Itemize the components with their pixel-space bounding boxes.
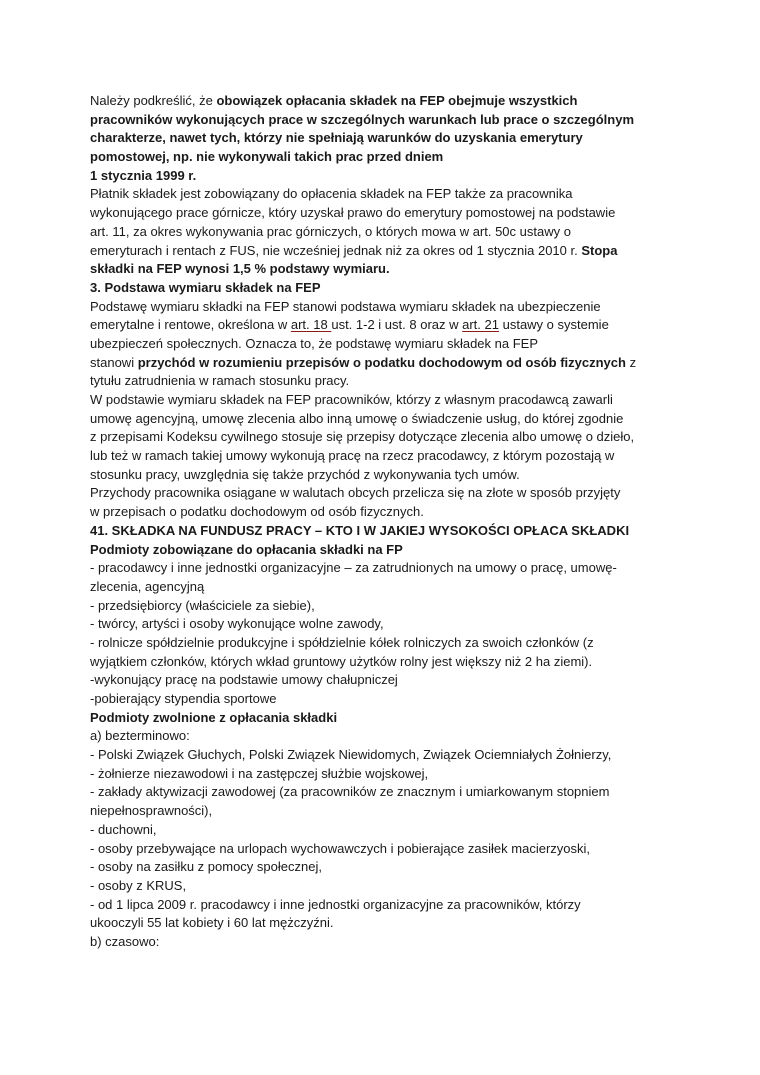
body-text: Należy podkreślić, że (90, 93, 217, 108)
text-line (90, 298, 680, 317)
text-line (90, 391, 680, 410)
text-line (90, 204, 680, 223)
bold-text: 41. SKŁADKA NA FUNDUSZ PRACY – KTO I W JAKIEJ WYSOKOŚCI OPŁACA SKŁADKI (90, 522, 630, 538)
text-line (90, 522, 680, 541)
article-link[interactable]: art. 18 (290, 317, 332, 333)
bold-text: Podmioty zobowiązane do opłacania składki na FP (90, 541, 403, 557)
text-line (90, 783, 680, 802)
text-line (90, 896, 680, 915)
body-text: z (625, 354, 637, 370)
body-text: - osoby na zasiłku z pomocy społecznej, (90, 859, 322, 875)
text-line (90, 559, 680, 578)
body-text: W podstawie wymiaru składek na FEP pracowników, którzy z własnym pracodawcą zawarli (90, 392, 613, 407)
body-text: niepełnosprawności), (90, 803, 213, 819)
body-text: - zakłady aktywizacji zawodowej (za pracowników ze znacznym i umiarkowanym stopniem (90, 784, 610, 800)
body-text: emeryturach i rentach z FUS, nie wcześniej jednak niż za okres od 1 stycznia 2010 r. (90, 242, 582, 258)
text-line (90, 634, 680, 653)
body-text: w przepisach o podatku dochodowym od osób fizycznych. (90, 504, 424, 520)
body-text: - pracodawcy i inne jednostki organizacyjne – za zatrudnionych na umowy o pracę, umowę- (90, 560, 617, 576)
text-line (90, 653, 680, 672)
bold-text: pomostowej, np. nie wykonywali takich prac przed dniem (90, 149, 444, 165)
body-text: -wykonujący pracę na podstawie umowy chałupniczej (90, 672, 398, 688)
text-line (90, 840, 680, 859)
text-line (90, 484, 680, 503)
text-line (90, 933, 680, 952)
text-line (90, 447, 680, 466)
body-text: a) bezterminowo: (90, 728, 190, 744)
text-line (90, 709, 680, 728)
bold-text: Stopa (581, 242, 618, 258)
body-text: - twórcy, artyści i osoby wykonujące wolne zawody, (90, 616, 384, 632)
body-text: zlecenia, agencyjną (90, 578, 205, 594)
text-line (90, 802, 680, 821)
text-line (90, 148, 680, 167)
bold-text: 3. Podstawa wymiaru składek na FEP (90, 279, 321, 295)
text-line (90, 372, 680, 391)
text-line (90, 92, 680, 111)
text-line (90, 877, 680, 896)
text-line (90, 185, 680, 204)
text-line (90, 242, 680, 261)
body-text: lub też w ramach takiej umowy wykonują pracę na rzecz pracodawcy, z którym pozostają w (90, 448, 615, 464)
body-text: - rolnicze spółdzielnie produkcyjne i spółdzielnie kółek rolniczych za swoich członków (z (90, 634, 594, 650)
text-line (90, 129, 680, 148)
body-text: b) czasowo: (90, 933, 160, 949)
text-line (90, 503, 680, 522)
text-line (90, 671, 680, 690)
text-line (90, 914, 680, 933)
text-line (90, 354, 680, 373)
body-text: Przychody pracownika osiągane w walutach obcych przelicza się na złote w sposób przyjęty (90, 485, 621, 501)
text-line (90, 167, 680, 186)
bold-text: 1 stycznia 1999 r. (90, 167, 197, 183)
text-line (90, 578, 680, 597)
body-text: - duchowni, (90, 821, 157, 837)
body-text: emerytalne i rentowe, określona w (90, 317, 291, 333)
document-page (90, 92, 680, 952)
text-line (90, 541, 680, 560)
text-line (90, 615, 680, 634)
body-text: ubezpieczeń społecznych. Oznacza to, że podstawę wymiaru składek na FEP (90, 335, 539, 351)
text-line (90, 335, 680, 354)
body-text: Płatnik składek jest zobowiązany do opłacenia składek na FEP także za pracownika (90, 186, 573, 202)
bold-text: obowiązek opłacania składek na FEP obejmuje wszystkich (216, 93, 578, 108)
text-line (90, 765, 680, 784)
text-line (90, 858, 680, 877)
body-text: -pobierający stypendia sportowe (90, 691, 277, 706)
bold-text: pracowników wykonujących prace w szczególnych warunkach lub prace o szczególnym (90, 111, 635, 127)
body-text: tytułu zatrudnienia w ramach stosunku pracy. (90, 373, 350, 389)
text-line (90, 727, 680, 746)
body-text: stanowi (90, 354, 138, 370)
text-line (90, 821, 680, 840)
article-link[interactable]: art. 21 (462, 317, 499, 333)
text-line (90, 466, 680, 485)
body-text: - przedsiębiorcy (właściciele za siebie), (90, 597, 315, 613)
text-line (90, 410, 680, 429)
text-line (90, 690, 680, 709)
body-text: Podstawę wymiaru składki na FEP stanowi podstawa wymiaru składek na ubezpieczenie (90, 298, 601, 314)
text-line (90, 597, 680, 616)
body-text: wykonującego prace górnicze, który uzyskał prawo do emerytury pomostowej na podstawie (90, 205, 616, 221)
bold-text: składki na FEP wynosi 1,5 % podstawy wymiaru. (90, 261, 390, 277)
text-line (90, 316, 680, 335)
body-text: - od 1 lipca 2009 r. pracodawcy i inne jednostki organizacyjne za pracowników, którzy (90, 896, 581, 912)
body-text: wyjątkiem członków, których wkład gruntowy użytków rolny jest większy niż 2 ha ziemi). (90, 653, 593, 669)
text-line (90, 428, 680, 447)
text-line (90, 260, 680, 279)
body-text: umowę agencyjną, umowę zlecenia albo inną umowę o świadczenie usług, do której zgodnie (90, 410, 624, 426)
body-text: - Polski Związek Głuchych, Polski Związek Niewidomych, Związek Ociemniałych Żołnierzy, (90, 747, 612, 763)
body-text: - osoby z KRUS, (90, 877, 187, 893)
body-text: ust. 1-2 i ust. 8 oraz w (331, 317, 463, 333)
body-text: stosunku pracy, uwzględnia się także przychód z wykonywania tych umów. (90, 466, 520, 482)
body-text: ustawy o systemie (498, 317, 609, 333)
body-text: art. 11, za okres wykonywania prac górniczych, o których mowa w art. 50c ustawy o (90, 223, 571, 239)
bold-text: charakterze, nawet tych, którzy nie spełniają warunków do uzyskania emerytury (90, 130, 583, 146)
bold-text: Podmioty zwolnione z opłacania składki (90, 709, 338, 725)
text-line (90, 111, 680, 130)
bold-text: przychód w rozumieniu przepisów o podatku dochodowym od osób fizycznych (137, 354, 626, 370)
body-text: - żołnierze niezawodowi i na zastępczej służbie wojskowej, (90, 765, 429, 781)
text-line (90, 223, 680, 242)
text-line (90, 279, 680, 298)
text-line (90, 746, 680, 765)
body-text: z przepisami Kodeksu cywilnego stosuje się przepisy dotyczące zlecenia albo umowę o dzieło, (90, 429, 635, 445)
body-text: ukooczyli 55 lat kobiety i 60 lat mężczyźni. (90, 915, 334, 931)
body-text: - osoby przebywające na urlopach wychowawczych i pobierające zasiłek macierzyoski, (90, 840, 590, 856)
